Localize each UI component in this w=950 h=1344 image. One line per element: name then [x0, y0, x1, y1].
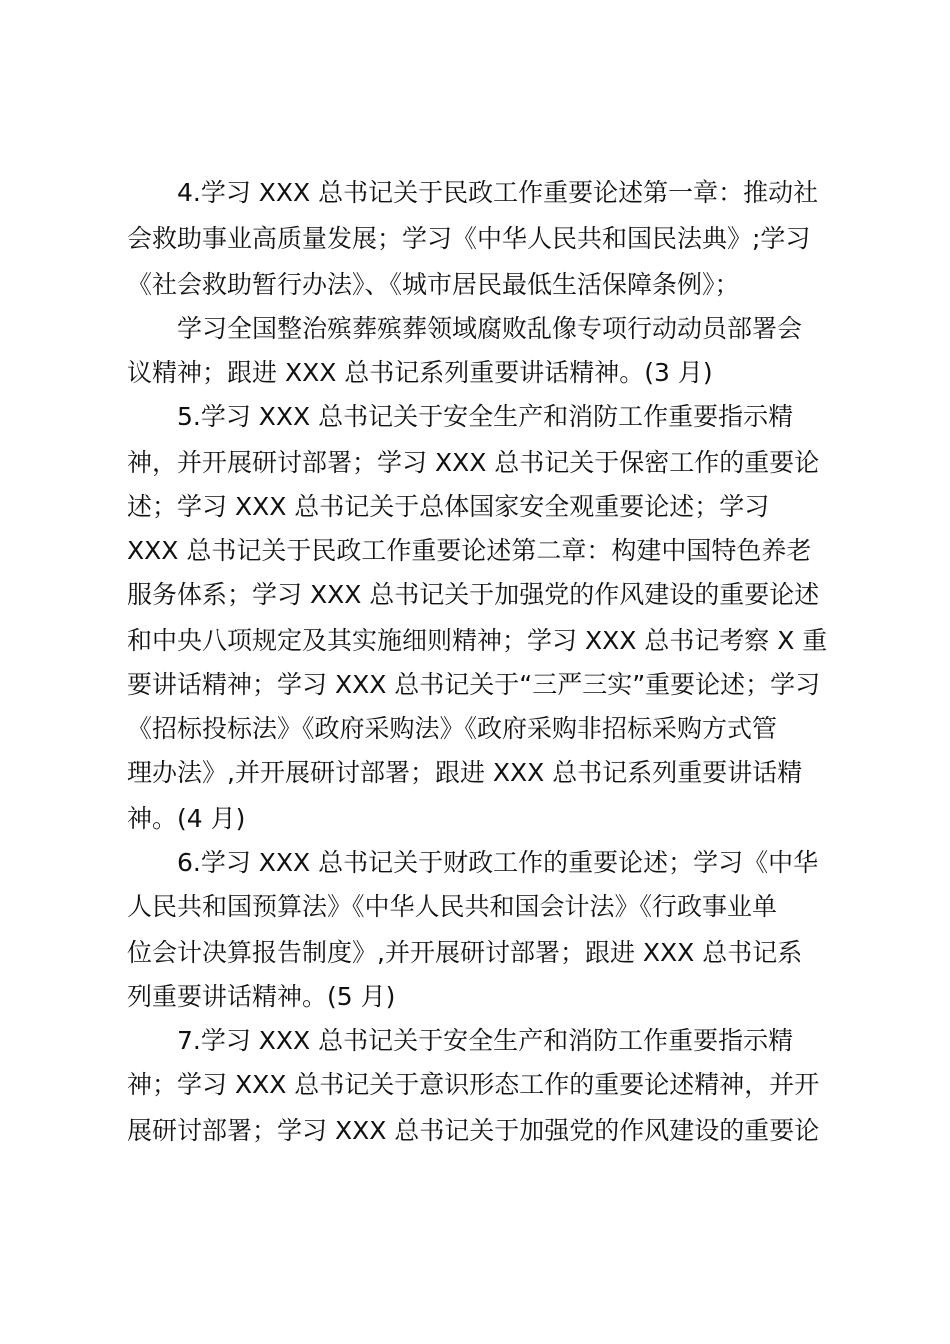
text-line-14: 理办法》,并开展研讨部署；跟进 XXX 总书记系列重要讲话精	[127, 758, 803, 787]
text-line-11: 和中央八项规定及其实施细则精神；学习 XXX 总书记考察 X 重	[127, 626, 828, 655]
text-line-9: XXX 总书记关于民政工作重要论述第二章：构建中国特色养老	[127, 536, 812, 565]
text-line-17: 人民共和国预算法》《中华人民共和国会计法》《行政事业单	[127, 892, 778, 921]
text-line-8: 述；学习 XXX 总书记关于总体国家安全观重要论述；学习	[127, 492, 770, 521]
text-line-1: 4.学习 XXX 总书记关于民政工作重要论述第一章：推动社	[177, 178, 819, 207]
text-line-10: 服务体系；学习 XXX 总书记关于加强党的作风建设的重要论述	[127, 580, 820, 609]
text-line-15: 神。(4 月)	[127, 804, 246, 833]
text-line-22: 展研讨部署；学习 XXX 总书记关于加强党的作风建设的重要论	[127, 1116, 820, 1145]
text-line-12: 要讲话精神；学习 XXX 总书记关于“三严三实”重要论述；学习	[127, 670, 821, 699]
text-line-5: 议精神；跟进 XXX 总书记系列重要讲话精神。(3 月)	[127, 358, 713, 387]
text-line-21: 神；学习 XXX 总书记关于意识形态工作的重要论述精神，并开	[127, 1070, 820, 1099]
text-line-7: 神，并开展研讨部署；学习 XXX 总书记关于保密工作的重要论	[127, 448, 820, 477]
text-line-16: 6.学习 XXX 总书记关于财政工作的重要论述；学习《中华	[177, 848, 819, 877]
text-line-3: 《社会救助暂行办法》、《城市居民最低生活保障条例》；	[127, 270, 740, 299]
text-line-18: 位会计决算报告制度》,并开展研讨部署；跟进 XXX 总书记系	[127, 938, 803, 967]
text-line-6: 5.学习 XXX 总书记关于安全生产和消防工作重要指示精	[177, 402, 794, 431]
text-line-4: 学习全国整治殡葬殡葬领域腐败乱像专项行动动员部署会	[177, 314, 803, 343]
text-line-13: 《招标投标法》《政府采购法》《政府采购非招标采购方式管	[127, 714, 778, 743]
text-line-19: 列重要讲话精神。(5 月)	[127, 982, 396, 1011]
text-line-20: 7.学习 XXX 总书记关于安全生产和消防工作重要指示精	[177, 1026, 794, 1055]
text-line-2: 会救助事业高质量发展；学习《中华人民共和国民法典》;学习	[127, 224, 811, 253]
